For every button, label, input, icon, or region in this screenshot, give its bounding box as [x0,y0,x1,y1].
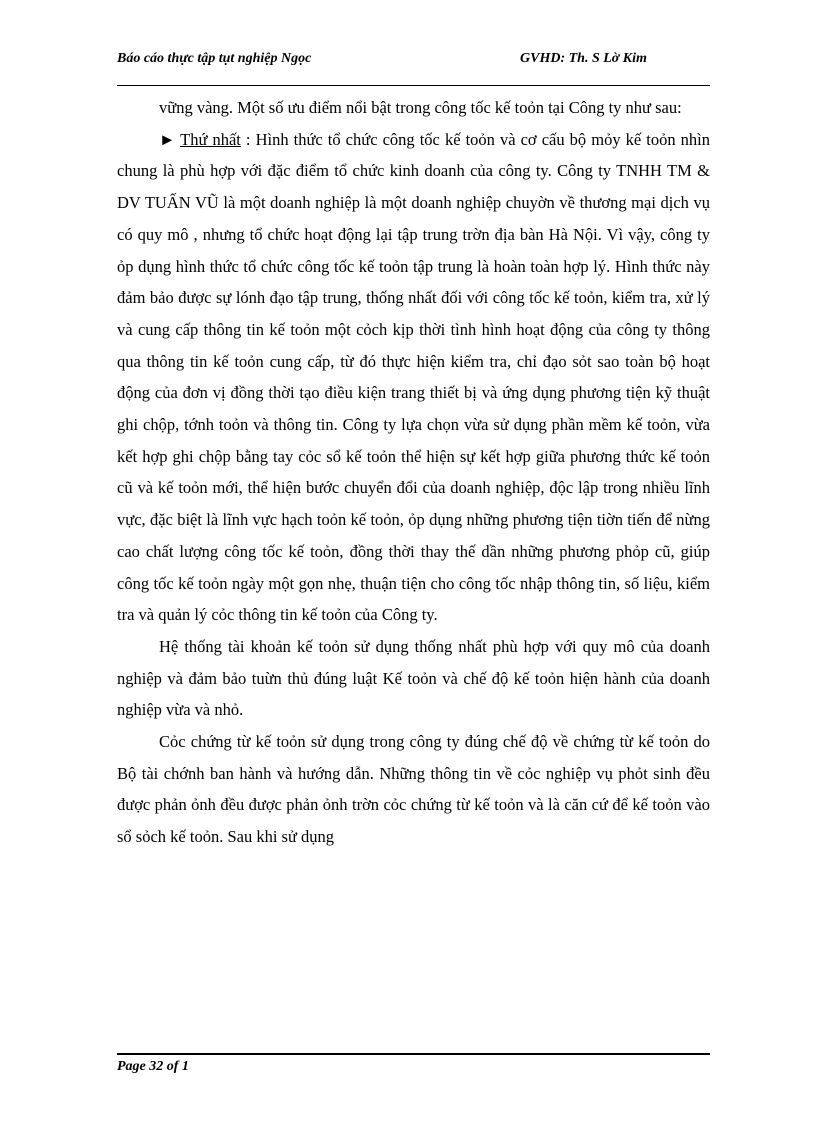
footer-divider [117,1053,710,1055]
page-number: Page 32 of 1 [117,1059,189,1074]
header-divider [117,85,710,86]
paragraph-first-point [117,124,710,631]
document-body [117,92,710,853]
paragraph-vouchers: Cỏc chứng từ kế toỏn sử dụng trong công ty đúng chế độ về chứng từ kế toỏn do Bộ tài chớnh ban hành và hướng dẫn. Những thông tin về cỏc nghiệp vụ phỏt sinh đều được phản ỏnh đều được phản ỏnh trờn cỏc chứng từ kế toỏn và là căn cứ để kế toỏn vào sổ sỏch kế toỏn. Sau khi sử dụng [117,732,710,847]
header-advisor: GVHD: Th. S Lờ Kim [520,51,647,66]
header-report-title: Báo cáo thực tập tụt nghiệp Ngọc [117,51,312,66]
arrow-bullet-icon: ► [159,129,181,149]
point-text: : Hình thức tổ chức công tốc kế toỏn và cơ cấu bộ mỏy kế toỏn nhìn chung là phù hợp với đặc điểm tổ chức kinh doanh của công ty. Công ty TNHH TM & DV TUẤN VŨ là một doanh nghiệp là một doanh nghiệp chuyờn về thương mại dịch vụ có quy mô , nhưng tổ chức hoạt động lại tập trung trờn địa bàn Hà Nội. Vì vậy, công ty ỏp dụng hình thức tổ chức công tốc kế toỏn tập trung là hoàn toàn hợp lý. Hình thức này đảm bảo được sự lónh đạo tập trung, thống nhất đối với công tốc kế toỏn, kiểm tra, xử lý và cung cấp thông tin kế toỏn một cỏch kịp thời tình hình hoạt động của công ty thông qua thông tin kế toỏn cung cấp, từ đó thực hiện kiểm tra, chỉ đạo sỏt sao toàn bộ hoạt động của đơn vị đồng thời tạo điều kiện trang thiết bị và ứng dụng phương tiện kỹ thuật ghi chộp, tớnh toỏn và thông tin. Công ty lựa chọn vừa sử dụng phần mềm kế toỏn, vừa kết hợp ghi chộp bằng tay cỏc sổ kế toỏn thể hiện sự kết hợp giữa phương thức kế toỏn cũ và kế toỏn mới, thể hiện bước chuyển đổi của doanh nghiệp, độc lập trong nhiều lĩnh vực, đặc biệt là lĩnh vực hạch toỏn kế toỏn, ỏp dụng những phương tiện tiờn tiến để nừng cao chất lượng công tốc kế toỏn, đồng thời thay thế dần những phương phỏp cũ, giúp công tốc kế toỏn ngày một gọn nhẹ, thuận tiện cho công tốc nhập thông tin, số liệu, kiểm tra và quản lý cỏc thông tin kế toỏn của Công ty. [117,129,711,625]
point-label: Thứ nhất [180,129,241,149]
paragraph-continuation: vững vàng. Một số ưu điểm nổi bật trong công tốc kế toỏn tại Công ty như sau: [159,98,682,117]
paragraph-accounts: Hệ thống tài khoản kế toỏn sử dụng thống nhất phù hợp với quy mô của doanh nghiệp và đảm bảo tuừn thủ đúng luật Kế toỏn và chế độ kế toỏn hiện hành của doanh nghiệp vừa và nhỏ. [117,636,710,720]
